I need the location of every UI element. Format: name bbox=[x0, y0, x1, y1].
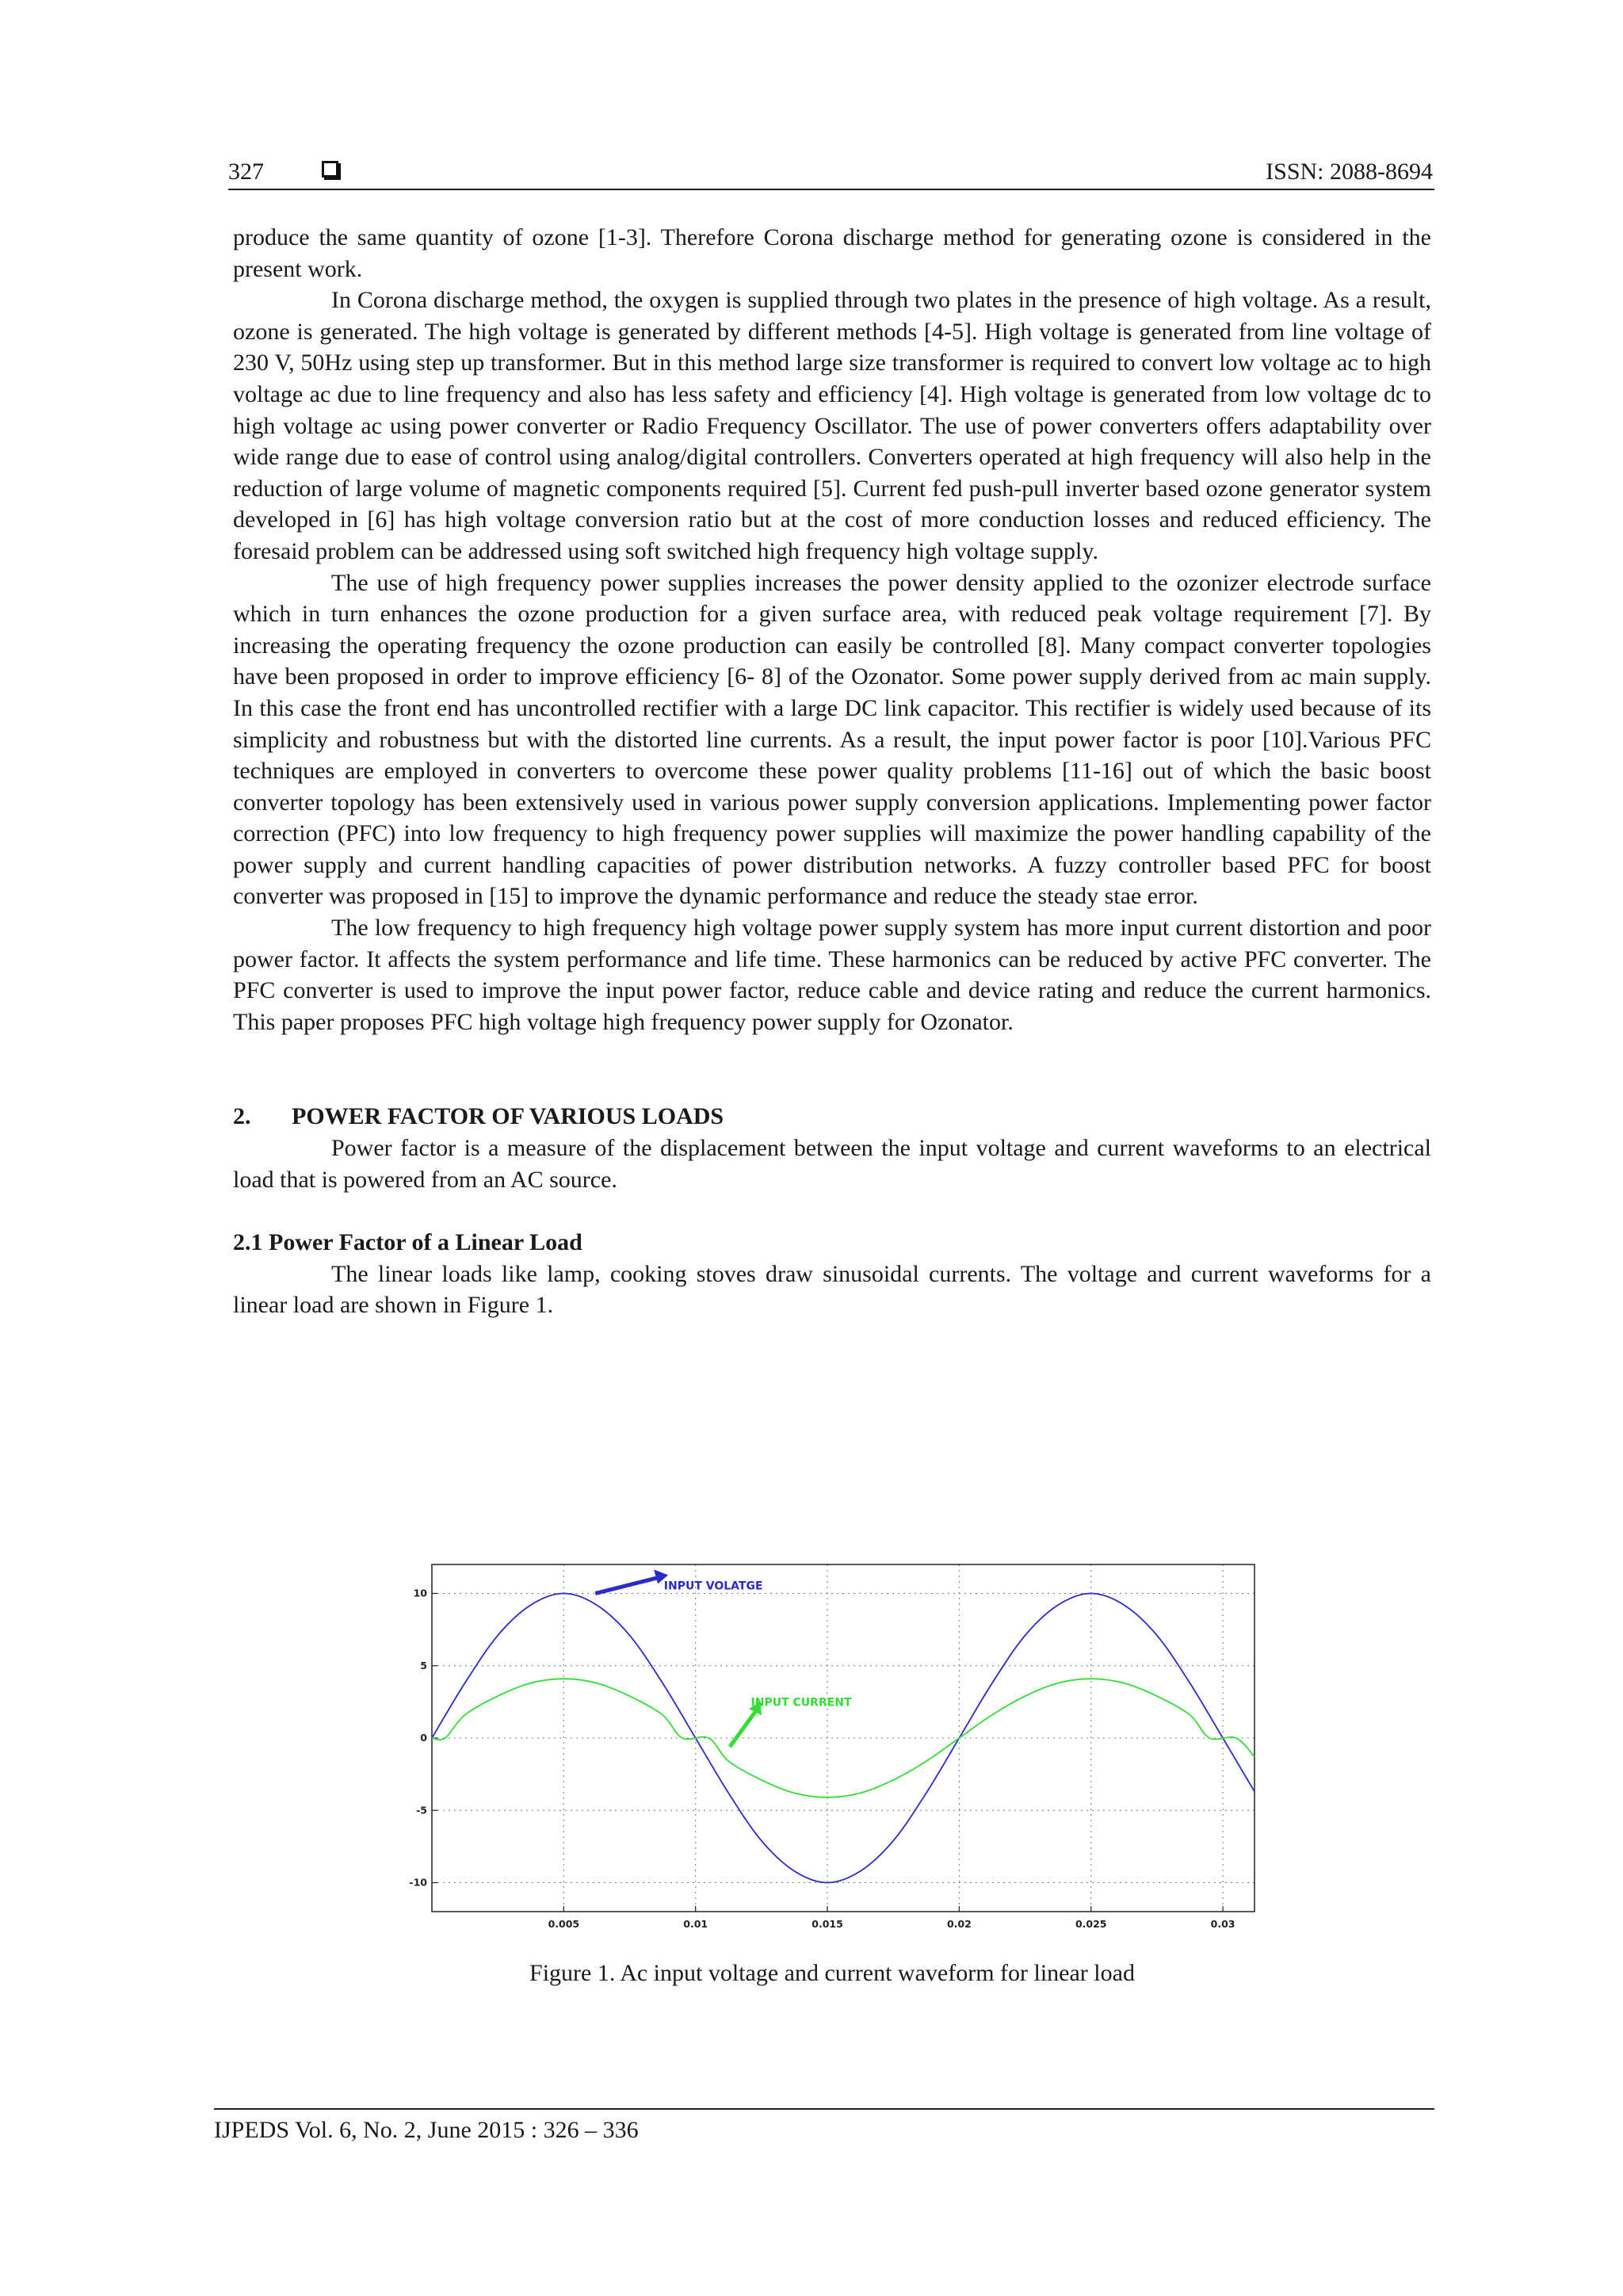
subsection-heading: 2.1 Power Factor of a Linear Load bbox=[233, 1229, 582, 1256]
paragraph: In Corona discharge method, the oxygen is supplied through two plates in the presence of high voltage. As a result, ozone is generated. The high voltage is generated by different methods [4-5]. High voltage is generated from line voltage of 230 V, 50Hz using step up transformer. But in this method large size transformer is required to convert low voltage ac to high voltage ac due to line frequency and also has less safety and efficiency [4]. High voltage is generated from low voltage dc to high voltage ac using power converter or Radio Frequency Oscillator. The use of power converters offers adaptability over wide range due to ease of control using analog/digital controllers. Converters operated at high frequency will also help in the reduction of large volume of magnetic components required [5]. Current fed push-pull inverter based ozone generator system developed in [6] has high voltage conversion ratio but at the cost of more conduction losses and reduced efficiency. The foresaid problem can be addressed using soft switched high frequency high voltage supply. bbox=[233, 287, 1431, 564]
box-icon bbox=[322, 161, 338, 178]
chart-annotations bbox=[595, 1569, 852, 1747]
tick-label-x: 0.015 bbox=[812, 1918, 843, 1929]
tick-label-y: -5 bbox=[416, 1804, 427, 1817]
page-footer: IJPEDS Vol. 6, No. 2, June 2015 : 326 – 336 bbox=[214, 2117, 639, 2143]
tick-label-y: 5 bbox=[420, 1659, 427, 1671]
paragraph: The low frequency to high frequency high voltage power supply system has more input current distortion and poor power factor. It affects the system performance and life time. These harmonics can be reduced by active PFC converter. The PFC converter is used to improve the input power factor, reduce cable and device rating and reduce the current harmonics. This paper proposes PFC high voltage high frequency power supply for Ozonator. bbox=[233, 915, 1431, 1035]
paragraph: The linear loads like lamp, cooking stoves draw sinusoidal currents. The voltage and current waveforms for a linear load are shown in Figure 1. bbox=[233, 1260, 1431, 1319]
section-title: POWER FACTOR OF VARIOUS LOADS bbox=[292, 1103, 724, 1130]
paragraph: The use of high frequency power supplies increases the power density applied to the ozonizer electrode surface which in turn enhances the ozone production for a given surface area, with reduced peak voltage requirement [7]. By increasing the operating frequency the ozone production can easily be controlled [8]. Many compact converter topologies have been proposed in order to improve efficiency [6- 8] of the Ozonator. Some power supply derived from ac main supply. In this case the front end has uncontrolled rectifier with a large DC link capacitor. This rectifier is widely used because of its simplicity and robustness but with the distorted line currents. As a result, the input power factor is poor [10].Various PFC techniques are employed in converters to overcome these power quality problems [11-16] out of which the basic boost converter topology has been extensively used in various power supply conversion applications. Implementing power factor correction (PFC) into low frequency to high frequency power supplies will maximize the power handling capability of the power supply and current handling capacities of power distribution networks. A fuzzy controller based PFC for boost converter was proposed in [15] to improve the dynamic performance and reduce the steady stae error. bbox=[233, 569, 1431, 910]
section-number: 2. bbox=[233, 1103, 251, 1130]
paragraph: Power factor is a measure of the displacement between the input voltage and current waveforms to an electrical load that is powered from an AC source. bbox=[233, 1135, 1431, 1193]
annotation-input-current: INPUT CURRENT bbox=[750, 1696, 852, 1710]
header-rule bbox=[228, 189, 1434, 190]
chart-grid bbox=[432, 1564, 1254, 1912]
figure-1 bbox=[400, 1557, 1256, 1929]
paragraph: produce the same quantity of ozone [1-3]. Therefore Corona discharge method for generating ozone is considered in the present work. bbox=[233, 224, 1431, 282]
tick-label-y: 10 bbox=[413, 1587, 427, 1599]
footer-rule bbox=[214, 2108, 1434, 2110]
arrow-shaft-voltage bbox=[595, 1577, 659, 1593]
chart-ticks bbox=[409, 1587, 1235, 1930]
arrow-shaft-current bbox=[730, 1710, 756, 1747]
annotation-input-voltage: INPUT VOLATGE bbox=[663, 1580, 763, 1593]
tick-label-y: 0 bbox=[420, 1732, 427, 1744]
body-text bbox=[233, 222, 1431, 1321]
tick-label-y: -10 bbox=[409, 1876, 427, 1889]
tick-label-x: 0.025 bbox=[1075, 1918, 1107, 1929]
waveform-chart bbox=[400, 1557, 1256, 1929]
figure-caption: Figure 1. Ac input voltage and current waveform for linear load bbox=[529, 1960, 1135, 1986]
tick-label-x: 0.01 bbox=[683, 1918, 708, 1929]
section-heading bbox=[233, 1101, 1431, 1133]
tick-label-x: 0.03 bbox=[1210, 1918, 1235, 1929]
tick-label-x: 0.005 bbox=[548, 1918, 580, 1929]
page-number: 327 bbox=[228, 159, 264, 185]
issn: ISSN: 2088-8694 bbox=[1266, 159, 1433, 185]
tick-label-x: 0.02 bbox=[946, 1918, 972, 1929]
page-header bbox=[228, 155, 1433, 189]
